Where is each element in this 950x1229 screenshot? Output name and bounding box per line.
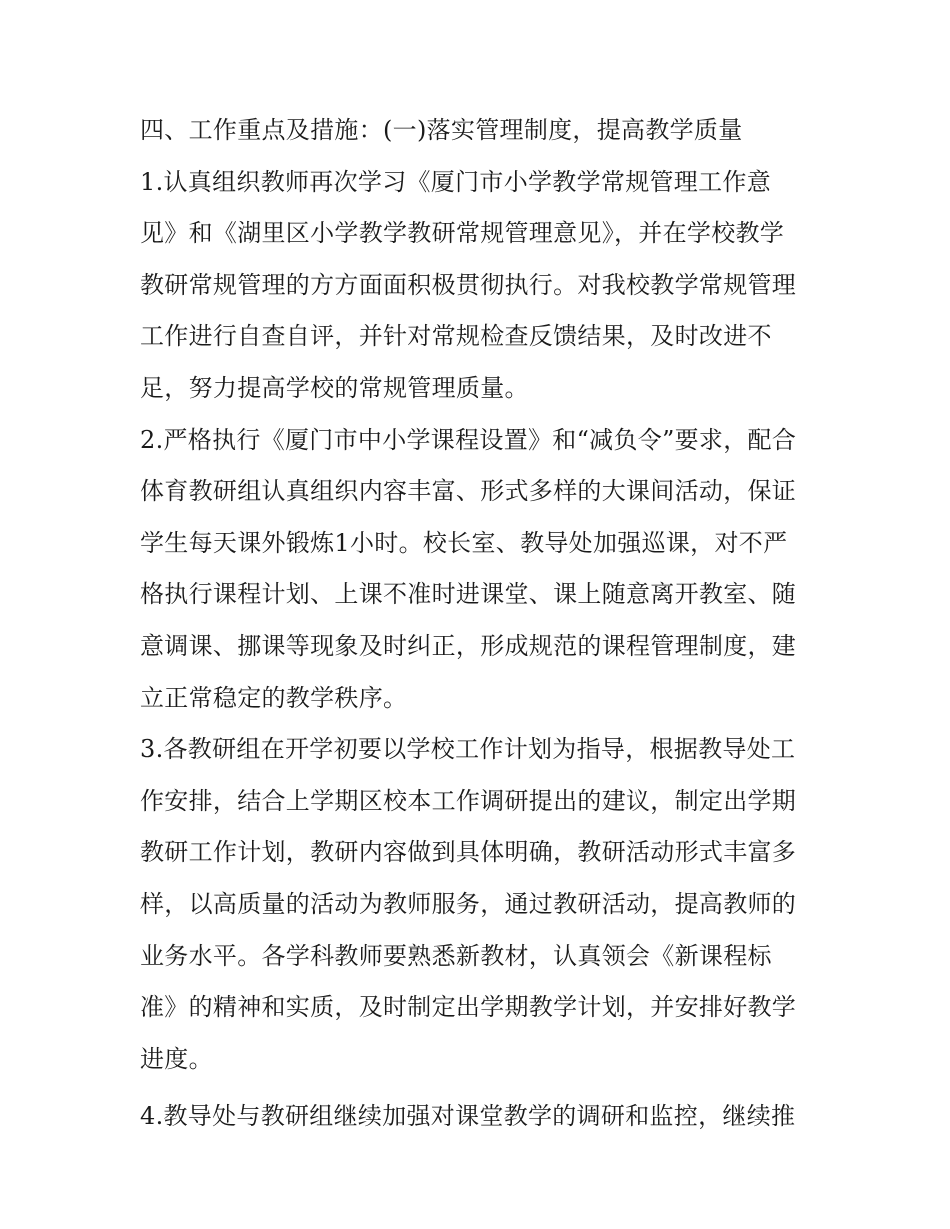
text-line: 立正常稳定的教学秩序。 — [140, 683, 408, 712]
text-line: 工作进行自查自评，并针对常规检查反馈结果，及时改进不 — [140, 322, 772, 351]
text-line: 教研常规管理的方方面面积极贯彻执行。对我校教学常规管理 — [140, 270, 797, 299]
text-line: 作安排，结合上学期区校本工作调研提出的建议，制定出学期 — [140, 786, 797, 815]
text-line: 3.各教研组在开学初要以学校工作计划为指导，根据教导处工 — [140, 735, 796, 764]
text-line: 样，以高质量的活动为教师服务，通过教研活动，提高教师的 — [140, 889, 797, 918]
text-line: 2.严格执行《厦门市中小学课程设置》和“减负令”要求，配合 — [140, 425, 797, 454]
section-heading: 四、工作重点及措施：(一)落实管理制度，提高教学质量 — [140, 116, 743, 144]
text-line: 业务水平。各学科教师要熟悉新教材，认真领会《新课程标 — [140, 941, 772, 970]
text-line: 学生每天课外锻炼1小时。校长室、教导处加强巡课，对不严 — [140, 528, 788, 557]
text-line: 见》和《湖里区小学教学教研常规管理意见》，并在学校教学 — [140, 219, 785, 248]
text-line: 格执行课程计划、上课不准时进课堂、课上随意离开教室、随 — [140, 580, 797, 609]
document-body — [140, 105, 820, 1143]
text-line: 教研工作计划，教研内容做到具体明确，教研活动形式丰富多 — [140, 838, 797, 867]
text-line: 进度。 — [140, 1044, 213, 1073]
text-line: 1.认真组织教师再次学习《厦门市小学教学常规管理工作意 — [140, 167, 771, 196]
text-line: 体育教研组认真组织内容丰富、形式多样的大课间活动，保证 — [140, 477, 797, 506]
text-line: 意调课、挪课等现象及时纠正，形成规范的课程管理制度，建 — [140, 631, 797, 660]
text-line: 4.教导处与教研组继续加强对课堂教学的调研和监控，继续推 — [140, 1102, 796, 1131]
text-line: 准》的精神和实质，及时制定出学期教学计划，并安排好教学 — [140, 993, 797, 1022]
text-line: 足，努力提高学校的常规管理质量。 — [140, 373, 529, 402]
